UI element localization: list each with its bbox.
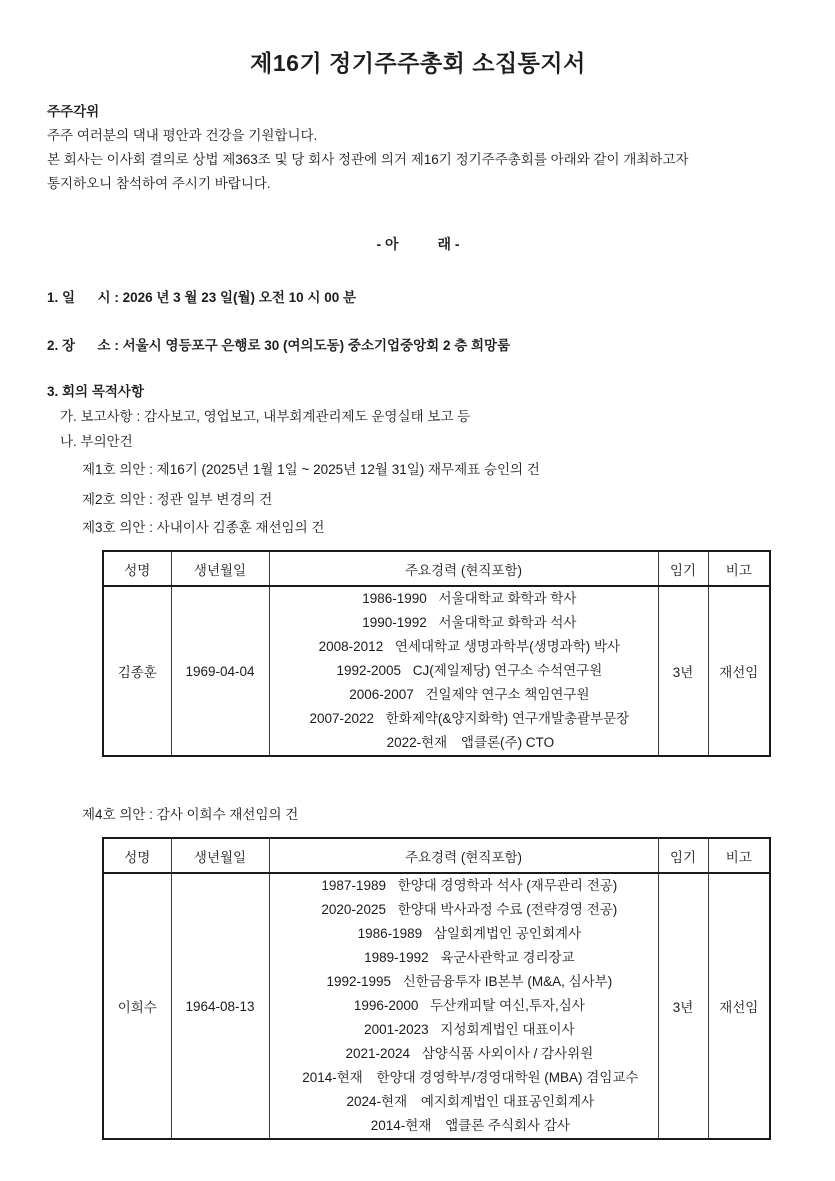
career-desc: 신한금융투자 IB본부 (M&A, 심사부)	[402, 974, 613, 989]
career-entry	[270, 1018, 658, 1042]
career-period: 1986-1990	[362, 591, 427, 606]
career-desc: 예지회계법인 대표공인회계사	[420, 1094, 595, 1109]
career-entry	[270, 1090, 658, 1114]
career-desc: 서울대학교 화학과 석사	[438, 615, 577, 630]
col-header-term: 임기	[658, 551, 708, 586]
agenda-item-1: 제1호 의안 : 제16기 (2025년 1월 1일 ~ 2025년 12월 31일) 재무제표 승인의 건	[82, 462, 540, 477]
candidate-name: 김종훈	[103, 586, 171, 756]
table-row	[103, 873, 770, 1139]
career-period: 2008-2012	[318, 639, 384, 654]
col-header-career: 주요경력 (현직포함)	[269, 551, 658, 586]
career-desc: 연세대학교 생명과학부(생명과학) 박사	[394, 639, 621, 654]
career-entry	[270, 1042, 658, 1066]
table-row	[103, 586, 770, 756]
career-desc: 두산캐피탈 여신,투자,심사	[430, 998, 585, 1013]
candidate-term: 3년	[658, 586, 708, 756]
career-period: 1987-1989	[321, 878, 386, 893]
career-period: 2022-현재	[386, 735, 448, 750]
career-entry	[270, 898, 658, 922]
meeting-purpose-heading: 3. 회의 목적사항	[47, 384, 145, 399]
career-desc: 서울대학교 화학과 학사	[438, 591, 577, 606]
greeting-line-2: 본 회사는 이사회 결의로 상법 제363조 및 당 회사 정관에 의거 제16기 정기주주총회를 아래와 같이 개최하고자	[47, 152, 689, 167]
career-entry	[270, 683, 658, 707]
col-header-term: 임기	[658, 838, 708, 873]
candidate-note: 재선임	[708, 586, 770, 756]
meeting-datetime: 1. 일 시 : 2026 년 3 월 23 일(월) 오전 10 시 00 분	[47, 290, 357, 305]
career-period: 2001-2023	[364, 1022, 429, 1037]
career-entry	[270, 874, 658, 898]
career-desc: CJ(제일제당) 연구소 수석연구원	[412, 663, 603, 678]
shareholders-salutation: 주주각위	[47, 104, 100, 119]
career-period: 1992-2005	[336, 663, 402, 678]
col-header-career: 주요경력 (현직포함)	[269, 838, 658, 873]
career-period: 1990-1992	[362, 615, 427, 630]
career-entry	[270, 635, 658, 659]
career-entry	[270, 946, 658, 970]
agenda-item-2: 제2호 의안 : 정관 일부 변경의 건	[82, 492, 273, 507]
career-desc: 한양대 경영학과 석사 (재무관리 전공)	[397, 878, 618, 893]
career-period: 2014-현재	[302, 1070, 363, 1085]
career-entry	[270, 659, 658, 683]
career-entry	[270, 1114, 658, 1138]
career-entry	[270, 731, 658, 755]
meeting-location: 2. 장 소 : 서울시 영등포구 은행로 30 (여의도동) 중소기업중앙회 2 층 희망룸	[47, 338, 511, 353]
candidate-birthdate: 1969-04-04	[171, 586, 269, 756]
candidate-birthdate: 1964-08-13	[171, 873, 269, 1139]
career-entry	[270, 1066, 658, 1090]
greeting-line-3: 통지하오니 참석하여 주시기 바랍니다.	[47, 176, 271, 191]
col-header-name: 성명	[103, 551, 171, 586]
career-desc: 지성회계법인 대표이사	[440, 1022, 575, 1037]
career-desc: 육군사관학교 경리장교	[440, 950, 575, 965]
candidate-career-list	[269, 873, 658, 1139]
agenda-item-4: 제4호 의안 : 감사 이희수 재선임의 건	[82, 807, 299, 822]
career-desc: 한양대 경영학부/경영대학원 (MBA) 겸임교수	[376, 1070, 639, 1085]
candidate-career-list	[269, 586, 658, 756]
career-period: 2007-2022	[309, 711, 375, 726]
career-period: 2024-현재	[346, 1094, 408, 1109]
agenda-item-3: 제3호 의안 : 사내이사 김종훈 재선임의 건	[82, 520, 325, 535]
candidate-name: 이희수	[103, 873, 171, 1139]
career-desc: 삼양식품 사외이사 / 감사위원	[421, 1046, 594, 1061]
candidate-note: 재선임	[708, 873, 770, 1139]
career-entry	[270, 587, 658, 611]
career-desc: 앱클론(주) CTO	[460, 735, 555, 750]
career-period: 2020-2025	[321, 902, 386, 917]
greeting-block	[47, 100, 789, 196]
divider-a-rae: - 아 래 -	[376, 236, 460, 252]
col-header-note: 비고	[708, 838, 770, 873]
career-entry	[270, 922, 658, 946]
career-entry	[270, 707, 658, 731]
career-period: 1992-1995	[326, 974, 392, 989]
auditor-candidate-table	[102, 837, 771, 1140]
greeting-line-1: 주주 여러분의 댁내 평안과 건강을 기원합니다.	[47, 128, 318, 143]
candidate-term: 3년	[658, 873, 708, 1139]
col-header-birth: 생년월일	[171, 551, 269, 586]
col-header-note: 비고	[708, 551, 770, 586]
career-period: 2014-현재	[370, 1118, 432, 1133]
career-desc: 건일제약 연구소 책임연구원	[425, 687, 590, 702]
career-desc: 앱클론 주식회사 감사	[445, 1118, 570, 1133]
career-entry	[270, 994, 658, 1018]
resolution-item: 나. 부의안건	[60, 434, 133, 449]
career-period: 1989-1992	[364, 950, 429, 965]
table-header-row	[103, 551, 770, 586]
career-entry	[270, 611, 658, 635]
col-header-name: 성명	[103, 838, 171, 873]
career-desc: 한화제약(&양지화학) 연구개발총괄부문장	[385, 711, 630, 726]
director-candidate-table	[102, 550, 771, 757]
table-header-row	[103, 838, 770, 873]
career-entry	[270, 970, 658, 994]
career-desc: 삼일회계법인 공인회계사	[433, 926, 582, 941]
col-header-birth: 생년월일	[171, 838, 269, 873]
career-period: 2006-2007	[349, 687, 414, 702]
career-period: 1986-1989	[357, 926, 423, 941]
page-title: 제16기 정기주주총회 소집통지서	[250, 50, 586, 76]
career-period: 1996-2000	[353, 998, 419, 1013]
report-item: 가. 보고사항 : 감사보고, 영업보고, 내부회계관리제도 운영실태 보고 등	[60, 409, 471, 424]
career-period: 2021-2024	[345, 1046, 411, 1061]
career-desc: 한양대 박사과정 수료 (전략경영 전공)	[397, 902, 618, 917]
